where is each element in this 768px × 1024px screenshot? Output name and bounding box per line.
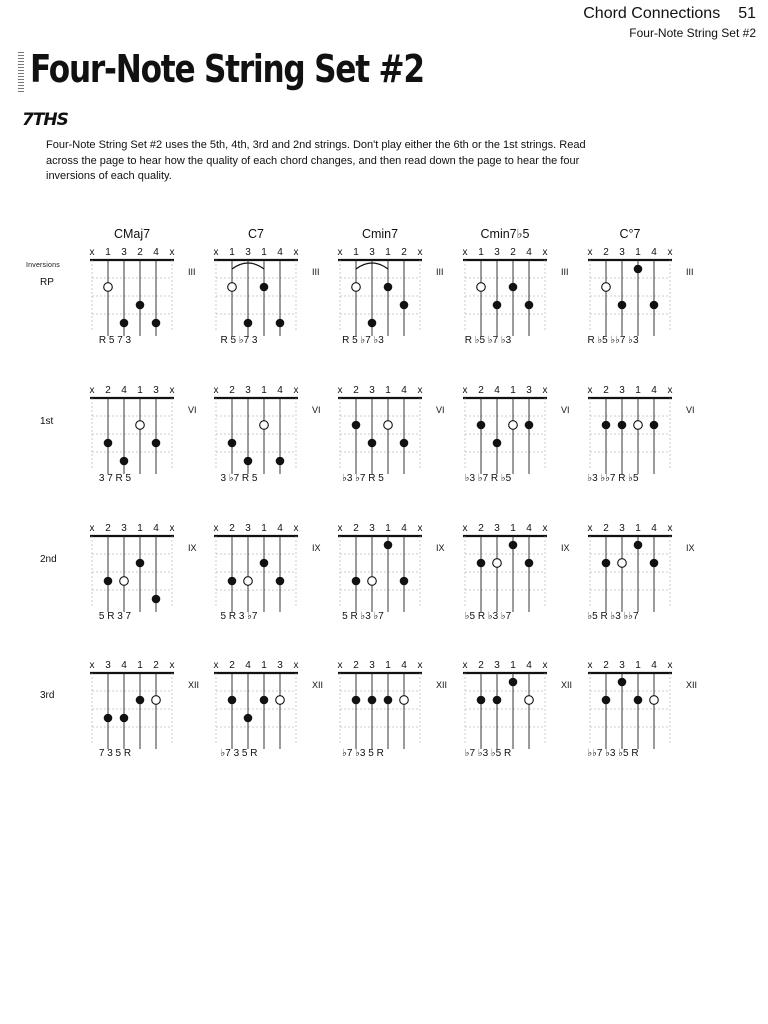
finger-number: 3: [121, 523, 127, 534]
finger-number: 2: [353, 660, 359, 671]
muted-string-mark: x: [587, 385, 593, 396]
chord-diagram: [204, 520, 324, 620]
fret-position-label: XII: [188, 680, 200, 690]
fret-position-label: III: [686, 267, 694, 277]
note-marker: [384, 696, 393, 705]
muted-string-mark: x: [169, 660, 175, 671]
side-tab-mark: [18, 52, 24, 92]
muted-string-mark: x: [337, 385, 343, 396]
note-marker: [400, 439, 409, 448]
chord-tones: 5 R 3 ♭7: [220, 611, 258, 622]
note-marker: [509, 283, 518, 292]
root-note-marker: [384, 421, 393, 430]
note-marker: [276, 577, 285, 586]
note-marker: [477, 421, 486, 430]
muted-string-mark: x: [667, 660, 673, 671]
finger-number: 1: [261, 523, 267, 534]
finger-number: 2: [137, 247, 143, 258]
note-marker: [276, 319, 285, 328]
chord-diagram: [328, 244, 448, 344]
fret-position-label: IX: [188, 543, 197, 553]
finger-number: 3: [277, 660, 283, 671]
root-note-marker: [244, 577, 253, 586]
finger-number: 4: [494, 385, 500, 396]
note-marker: [152, 439, 161, 448]
finger-number: 4: [245, 660, 251, 671]
note-marker: [525, 559, 534, 568]
finger-number: 1: [261, 247, 267, 258]
fret-position-label: VI: [188, 405, 197, 415]
finger-number: 2: [603, 385, 609, 396]
muted-string-mark: x: [169, 247, 175, 258]
finger-number: 2: [105, 385, 111, 396]
finger-number: 2: [229, 660, 235, 671]
muted-string-mark: x: [89, 385, 95, 396]
chord-diagram: [328, 382, 448, 482]
note-marker: [352, 696, 361, 705]
note-marker: [650, 421, 659, 430]
fret-position-label: VI: [312, 405, 321, 415]
note-marker: [152, 595, 161, 604]
finger-number: 1: [261, 385, 267, 396]
intro-paragraph: Four-Note String Set #2 uses the 5th, 4th, 3rd and 2nd strings. Don't play either the 6th or the 1st strings. Read across the page to hear how the quality of each chord changes, and then read down the page to hear the four inversions of each quality.: [46, 139, 586, 182]
chord-tones: 5 R ♭3 ♭7: [342, 611, 384, 622]
muted-string-mark: x: [337, 247, 343, 258]
finger-number: 2: [478, 660, 484, 671]
fret-position-label: XII: [436, 680, 448, 690]
muted-string-mark: x: [89, 247, 95, 258]
chord-tones: 5 R 3 7: [98, 611, 132, 622]
finger-number: 4: [651, 247, 657, 258]
finger-number: 1: [635, 660, 641, 671]
finger-number: 2: [478, 385, 484, 396]
muted-string-mark: x: [462, 247, 468, 258]
inversion-row-label: 1st: [40, 416, 54, 427]
chord-diagram: [80, 244, 200, 344]
chord-diagram: [578, 382, 698, 482]
fret-position-label: IX: [436, 543, 445, 553]
finger-number: 1: [385, 523, 391, 534]
muted-string-mark: x: [542, 385, 548, 396]
note-marker: [260, 696, 269, 705]
finger-number: 4: [526, 523, 532, 534]
note-marker: [602, 559, 611, 568]
muted-string-mark: x: [417, 660, 423, 671]
chord-diagram: [578, 244, 698, 344]
root-note-marker: [618, 559, 627, 568]
finger-number: 3: [245, 247, 251, 258]
chord-diagram: [204, 657, 324, 757]
note-marker: [384, 283, 393, 292]
note-marker: [509, 678, 518, 687]
note-marker: [104, 714, 113, 723]
finger-number: 4: [401, 523, 407, 534]
finger-number: 1: [510, 385, 516, 396]
note-marker: [493, 439, 502, 448]
muted-string-mark: x: [667, 385, 673, 396]
finger-number: 2: [229, 385, 235, 396]
muted-string-mark: x: [169, 523, 175, 534]
finger-number: 1: [137, 523, 143, 534]
note-marker: [525, 421, 534, 430]
root-note-marker: [260, 421, 269, 430]
note-marker: [650, 301, 659, 310]
note-marker: [244, 457, 253, 466]
note-marker: [244, 319, 253, 328]
note-marker: [228, 696, 237, 705]
finger-number: 4: [401, 660, 407, 671]
finger-number: 4: [651, 385, 657, 396]
finger-number: 1: [261, 660, 267, 671]
note-marker: [618, 678, 627, 687]
finger-number: 4: [153, 247, 159, 258]
fret-position-label: III: [312, 267, 320, 277]
finger-number: 1: [229, 247, 235, 258]
muted-string-mark: x: [417, 247, 423, 258]
finger-number: 4: [526, 247, 532, 258]
muted-string-mark: x: [417, 385, 423, 396]
note-marker: [136, 696, 145, 705]
finger-number: 3: [494, 660, 500, 671]
running-head-line: [583, 4, 756, 24]
chord-tones: R 5 ♭7 3: [220, 335, 258, 346]
chord-name: Cmin7♭5: [480, 227, 530, 241]
finger-number: 1: [635, 247, 641, 258]
muted-string-mark: x: [542, 247, 548, 258]
chord-tones: 7 3 5 R: [98, 748, 132, 759]
finger-number: 4: [651, 660, 657, 671]
muted-string-mark: x: [213, 247, 219, 258]
finger-number: 1: [137, 660, 143, 671]
muted-string-mark: x: [587, 247, 593, 258]
chord-diagram: [328, 520, 448, 620]
finger-number: 1: [353, 247, 359, 258]
chord-tones: ♭7 3 5 R: [220, 748, 258, 759]
finger-number: 3: [619, 523, 625, 534]
note-marker: [368, 319, 377, 328]
muted-string-mark: x: [89, 523, 95, 534]
root-note-marker: [477, 283, 486, 292]
finger-number: 3: [369, 660, 375, 671]
fret-position-label: VI: [561, 405, 570, 415]
chord-name: CMaj7: [113, 227, 151, 241]
finger-number: 2: [603, 660, 609, 671]
section-name: Chord Connections: [583, 5, 721, 22]
chord-tones: R ♭5 ♭7 ♭3: [464, 335, 512, 346]
root-note-marker: [602, 283, 611, 292]
chord-tones: ♭7 ♭3 5 R: [342, 748, 384, 759]
finger-number: 3: [245, 523, 251, 534]
finger-number: 4: [526, 660, 532, 671]
note-marker: [104, 439, 113, 448]
note-marker: [136, 301, 145, 310]
finger-number: 3: [369, 247, 375, 258]
fret-position-label: VI: [436, 405, 445, 415]
chord-tones: ♭3 ♭♭7 R ♭5: [587, 473, 639, 484]
note-marker: [400, 577, 409, 586]
fret-position-label: XII: [686, 680, 698, 690]
finger-number: 3: [369, 385, 375, 396]
root-note-marker: [104, 283, 113, 292]
chord-diagram: [204, 382, 324, 482]
finger-number: 1: [478, 247, 484, 258]
finger-number: 3: [526, 385, 532, 396]
muted-string-mark: x: [542, 660, 548, 671]
muted-string-mark: x: [462, 523, 468, 534]
chord-tones: ♭♭7 ♭3 ♭5 R: [587, 748, 639, 759]
page-number: 51: [738, 5, 756, 22]
root-note-marker: [276, 696, 285, 705]
fret-position-label: IX: [561, 543, 570, 553]
chord-name: C7: [248, 227, 264, 241]
note-marker: [618, 421, 627, 430]
finger-number: 2: [229, 523, 235, 534]
chord-diagram: [80, 382, 200, 482]
finger-number: 1: [635, 523, 641, 534]
finger-number: 2: [603, 523, 609, 534]
section-label: 7THS: [22, 110, 68, 130]
chord-diagram: [453, 244, 573, 344]
muted-string-mark: x: [587, 523, 593, 534]
chord-tones: ♭3 ♭7 R ♭5: [464, 473, 512, 484]
root-note-marker: [352, 283, 361, 292]
chord-diagram: [204, 244, 324, 344]
fret-position-label: III: [436, 267, 444, 277]
finger-number: 2: [105, 523, 111, 534]
muted-string-mark: x: [293, 660, 299, 671]
note-marker: [477, 559, 486, 568]
finger-number: 4: [121, 660, 127, 671]
fret-position-label: IX: [686, 543, 695, 553]
note-marker: [136, 559, 145, 568]
inversion-row-label: 2nd: [40, 554, 57, 565]
chord-tones: R 5 7 3: [98, 335, 132, 346]
chord-diagram: [80, 657, 200, 757]
finger-number: 1: [385, 385, 391, 396]
finger-number: 1: [137, 385, 143, 396]
finger-number: 1: [105, 247, 111, 258]
chord-tones: ♭7 ♭3 ♭5 R: [464, 748, 512, 759]
chord-tones: ♭3 ♭7 R 5: [342, 473, 384, 484]
note-marker: [400, 301, 409, 310]
muted-string-mark: x: [667, 247, 673, 258]
muted-string-mark: x: [462, 660, 468, 671]
note-marker: [493, 301, 502, 310]
note-marker: [244, 714, 253, 723]
finger-number: 2: [478, 523, 484, 534]
muted-string-mark: x: [169, 385, 175, 396]
finger-number: 1: [510, 523, 516, 534]
finger-number: 1: [385, 247, 391, 258]
muted-string-mark: x: [417, 523, 423, 534]
finger-number: 2: [153, 660, 159, 671]
fret-position-label: VI: [686, 405, 695, 415]
note-marker: [650, 559, 659, 568]
note-marker: [120, 457, 129, 466]
muted-string-mark: x: [337, 523, 343, 534]
finger-number: 1: [510, 660, 516, 671]
finger-number: 4: [121, 385, 127, 396]
finger-number: 3: [494, 523, 500, 534]
note-marker: [634, 696, 643, 705]
finger-number: 1: [385, 660, 391, 671]
root-note-marker: [400, 696, 409, 705]
chord-diagram: [578, 657, 698, 757]
root-note-marker: [368, 577, 377, 586]
note-marker: [120, 319, 129, 328]
root-note-marker: [152, 696, 161, 705]
chord-diagram: [453, 657, 573, 757]
chord-name: Cmin7: [361, 227, 399, 241]
running-head: [583, 4, 756, 42]
note-marker: [618, 301, 627, 310]
muted-string-mark: x: [293, 247, 299, 258]
finger-number: 3: [245, 385, 251, 396]
chord-tones: R ♭5 ♭♭7 ♭3: [587, 335, 639, 346]
root-note-marker: [228, 283, 237, 292]
inversion-row-label: RP: [40, 277, 54, 288]
chord-tones: ♭5 R ♭3 ♭♭7: [587, 611, 639, 622]
muted-string-mark: x: [293, 523, 299, 534]
note-marker: [352, 421, 361, 430]
note-marker: [228, 577, 237, 586]
finger-number: 4: [277, 523, 283, 534]
muted-string-mark: x: [293, 385, 299, 396]
root-note-marker: [493, 559, 502, 568]
fret-position-label: III: [561, 267, 569, 277]
chord-tones: 3 7 R 5: [98, 473, 132, 484]
fret-position-label: XII: [312, 680, 324, 690]
finger-number: 3: [619, 385, 625, 396]
note-marker: [368, 439, 377, 448]
finger-number: 4: [651, 523, 657, 534]
chord-diagram: [80, 520, 200, 620]
chord-tones: R 5 ♭7 ♭3: [342, 335, 384, 346]
note-marker: [634, 541, 643, 550]
finger-number: 3: [153, 385, 159, 396]
chord-diagram: [453, 520, 573, 620]
finger-number: 3: [369, 523, 375, 534]
note-marker: [368, 696, 377, 705]
finger-number: 4: [277, 247, 283, 258]
finger-number: 2: [353, 523, 359, 534]
note-marker: [260, 559, 269, 568]
muted-string-mark: x: [213, 660, 219, 671]
root-note-marker: [120, 577, 129, 586]
fret-position-label: IX: [312, 543, 321, 553]
root-note-marker: [509, 421, 518, 430]
root-note-marker: [650, 696, 659, 705]
chord-tones: 3 ♭7 R 5: [220, 473, 258, 484]
muted-string-mark: x: [213, 523, 219, 534]
finger-number: 3: [121, 247, 127, 258]
note-marker: [260, 283, 269, 292]
note-marker: [384, 541, 393, 550]
finger-number: 3: [619, 660, 625, 671]
note-marker: [602, 421, 611, 430]
note-marker: [477, 696, 486, 705]
inversion-row-label: 3rd: [40, 690, 55, 701]
finger-number: 1: [635, 385, 641, 396]
finger-number: 3: [619, 247, 625, 258]
finger-number: 4: [401, 385, 407, 396]
finger-number: 3: [494, 247, 500, 258]
root-note-marker: [136, 421, 145, 430]
finger-number: 2: [353, 385, 359, 396]
fret-position-label: XII: [561, 680, 573, 690]
root-note-marker: [525, 696, 534, 705]
note-marker: [228, 439, 237, 448]
muted-string-mark: x: [337, 660, 343, 671]
fret-position-label: III: [188, 267, 196, 277]
finger-number: 2: [401, 247, 407, 258]
note-marker: [509, 541, 518, 550]
note-marker: [276, 457, 285, 466]
inversions-heading: Inversions: [26, 262, 60, 269]
finger-number: 4: [277, 385, 283, 396]
note-marker: [152, 319, 161, 328]
note-marker: [120, 714, 129, 723]
muted-string-mark: x: [587, 660, 593, 671]
finger-number: 2: [603, 247, 609, 258]
finger-number: 2: [510, 247, 516, 258]
root-note-marker: [634, 421, 643, 430]
finger-number: 4: [153, 523, 159, 534]
muted-string-mark: x: [213, 385, 219, 396]
muted-string-mark: x: [89, 660, 95, 671]
chord-diagram: [453, 382, 573, 482]
note-marker: [525, 301, 534, 310]
chord-name: C°7: [619, 227, 641, 241]
page-title: Four-Note String Set #2: [30, 47, 424, 91]
note-marker: [104, 577, 113, 586]
muted-string-mark: x: [462, 385, 468, 396]
chord-diagram: [328, 657, 448, 757]
chord-tones: ♭5 R ♭3 ♭7: [464, 611, 512, 622]
muted-string-mark: x: [667, 523, 673, 534]
note-marker: [634, 265, 643, 274]
finger-number: 3: [105, 660, 111, 671]
note-marker: [602, 696, 611, 705]
chord-diagram: [578, 520, 698, 620]
note-marker: [352, 577, 361, 586]
subsection-name: Four-Note String Set #2: [629, 26, 756, 40]
note-marker: [493, 696, 502, 705]
muted-string-mark: x: [542, 523, 548, 534]
